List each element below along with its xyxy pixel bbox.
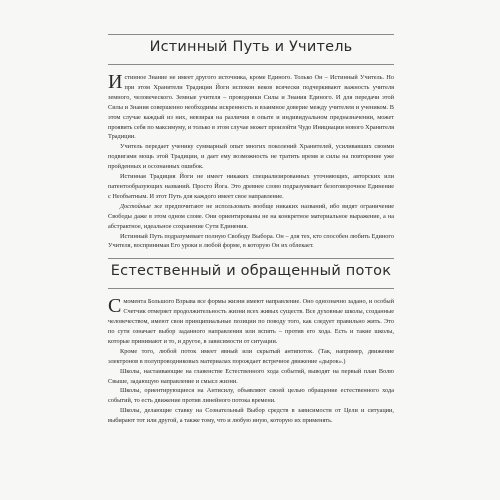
section-true-path (108, 34, 394, 251)
section-natural-flow (108, 258, 394, 426)
paragraph: Школы, ориентирующиеся на Антисилу, объявляют своей целью обращение естественного хода событий, то есть движение против линейного потока времени. (108, 387, 394, 405)
paragraph: Достойные же предпочитают не использовать вообще никаких названий, ибо видят ограничение Свободы даже в этом одном слове. Они ориентированы не на конкретное материальное выражение, а на абстрактное, идеальное сохранение Сути Единения. (108, 202, 394, 230)
paragraph: Истинный Путь подразумевает полную Свободу Выбора. Он – для тех, кто способен любить Единого Учителя, воспринимая Его уроки в любой форме, в которую Он их облекает. (108, 232, 394, 250)
paragraph-text: Истинная Традиция Йоги не имеет никаких специализированных уточняющих, авторских или патентообразующих названий. Просто Йога. Это древнее слово подразумевает безоговорочное Единение с Необъятным. И этот Путь для каждого имеет свое направление. (108, 173, 394, 200)
italic-phrase: Достойные же (120, 202, 163, 210)
section-title: Естественный и обращенный поток (108, 259, 394, 289)
paragraph: Школы, настаивающие на главенстве Естественного хода событий, выводят на первый план Волю Свыше, задающую направление и смысл жизни. (108, 367, 394, 385)
paragraph (108, 172, 394, 202)
page-content (108, 34, 394, 433)
paragraph: Школы, делающие ставку на Сознательный Выбор средств в зависимости от Цели и ситуации, выбирают тот или другой, а также тому, что и любую иную, которую их применять. (108, 407, 394, 425)
paragraph: Смомента Большого Взрыва все формы жизни имеют направление. Оно однозначно задано, и особый Счетчик отмеряет продолжительность жизни всех живых существ. Все духовные школы, созданные человечеством, имеют свои принципиальные позиции по поводу того, как следует правильно жить. Это по сути означает выбор заданного направления или вспять – против его хода. Есть и такие школы, которые принимают и то, и другое, в зависимости от ситуации. (108, 295, 394, 345)
section-title: Истинный Путь и Учитель (108, 35, 394, 65)
paragraph: Учитель передает ученику суммарный опыт многих поколений Хранителей, усиливавших своими подвигами мощь этой Традиции, и дает ему возможность не тратить время и силы на повторение уже пройденных и осознанных ошибок. (108, 143, 394, 171)
paragraph: Истинное Знание не имеет другого источника, кроме Единого. Только Он – Истинный Учитель. Но при этом Хранители Традиции Йоги испокон веков всячески подчеркивают важность учителя земного, человеческого. Земные учителя – проводники Силы и Знания Единого. И для передачи этой Силы и Знания совершенно необходимы искренность и взаимное доверие между учителем и учеником. В этом случае каждый из них, невзирая на различия в опыте и индивидуальном предназначении, может проявить себя по максимуму, и только в этом случае может произойти Чудо Инициации нового Хранителя Традиции. (108, 71, 394, 141)
paragraph: Кроме того, любой поток имеет явный или скрытый антипоток. (Так, например, движение электронов в полупроводниковых материалах порождает встречное движение «дырок».) (108, 347, 394, 365)
